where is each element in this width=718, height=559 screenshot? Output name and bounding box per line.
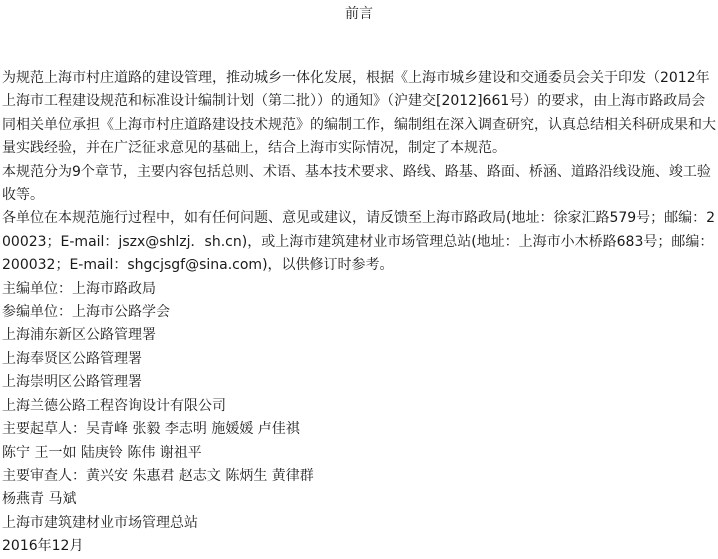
participating-unit-line: 上海奉贤区公路管理署 bbox=[2, 350, 142, 367]
participating-unit-line: 参编单位：上海市公路学会 bbox=[2, 304, 170, 321]
participating-unit-line: 上海浦东新区公路管理署 bbox=[2, 327, 156, 344]
participating-unit-line: 上海兰德公路工程咨询设计有限公司 bbox=[2, 397, 226, 414]
date-line: 2016年12月 bbox=[2, 538, 84, 555]
drafters-line: 陈宁 王一如 陆庚铃 陈伟 谢祖平 bbox=[2, 444, 202, 461]
participating-unit-line: 上海崇明区公路管理署 bbox=[2, 374, 142, 391]
drafters-line: 主要起草人：吴青峰 张毅 李志明 施媛媛 卢佳祺 bbox=[2, 421, 300, 438]
chief-editor-line: 主编单位：上海市路政局 bbox=[2, 280, 156, 297]
paragraph-feedback: 各单位在本规范施行过程中，如有任何问题、意见或建议，请反馈至上海市路政局(地址：徐家汇路579号；邮编：200023；E-mail：jszx@shlzj．sh.cn)，或上海市建筑建材业市场管理总站(地址：上海市小木桥路683号；邮编：200032；E-mail：shgcjsgf@sina.com)，以供修订时参考。 bbox=[2, 210, 716, 274]
reviewers-line: 杨燕青 马斌 bbox=[2, 491, 77, 508]
paragraph-purpose: 为规范上海市村庄道路的建设管理，推动城乡一体化发展，根据《上海市城乡建设和交通委员会关于印发（2012年上海市工程建设规范和标准设计编制计划（第二批））的通知》（沪建交[2012]661号）的要求，由上海市路政局会同相关单位承担《上海市村庄道路建设技术规范》的编制工作，编制组在深入调查研究，认真总结相关科研成果和大量实践经验，并在广泛征求意见的基础上，结合上海市实际情况，制定了本规范。 bbox=[2, 70, 716, 157]
issuing-organization-line: 上海市建筑建材业市场管理总站 bbox=[2, 514, 198, 531]
reviewers-line: 主要审查人：黄兴安 朱惠君 赵志文 陈炳生 黄律群 bbox=[2, 467, 314, 484]
document-body bbox=[2, 67, 716, 559]
document-title: 前言 bbox=[345, 6, 373, 22]
paragraph-contents: 本规范分为9个章节，主要内容包括总则、术语、基本技术要求、路线、路基、路面、桥涵、道路沿线设施、竣工验收等。 bbox=[2, 163, 711, 204]
